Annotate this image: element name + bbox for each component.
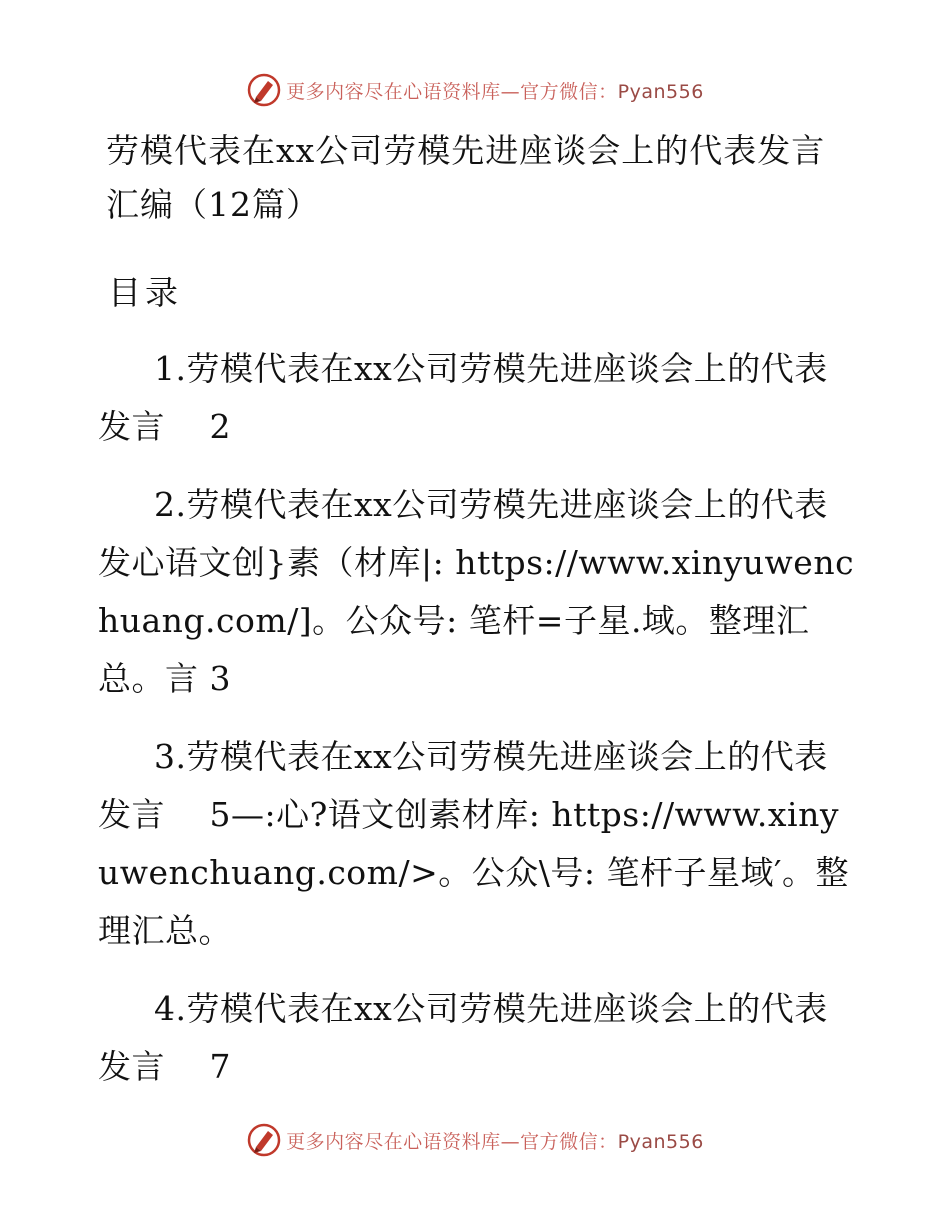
header-banner xyxy=(0,68,950,112)
document-title: 劳模代表在xx公司劳模先进座谈会上的代表发言汇编（12篇） xyxy=(106,131,826,224)
banner-text: 更多内容尽在心语资料库—官方微信： xyxy=(286,1130,618,1153)
footer-banner xyxy=(0,1118,950,1162)
toc-item-4[interactable]: 4.劳模代表在xx公司劳模先进座谈会上的代表发言 7 xyxy=(98,989,828,1086)
wechat-id: Pyan556 xyxy=(617,1130,704,1153)
toc-item-2[interactable]: 2.劳模代表在xx公司劳模先进座谈会上的代表发心语文创}素（材库|: https://www.xinyuwenchuang.com/]。公众号: 笔杆=子星.域。整理汇总。言 3 xyxy=(98,485,855,698)
document-body xyxy=(98,118,858,1096)
toc-item-3[interactable]: 3.劳模代表在xx公司劳模先进座谈会上的代表发言 5—:心?语文创素材库: https://www.xinyuwenchuang.com/>。公众\号: 笔杆子星域′。整理汇总。 xyxy=(98,737,849,950)
wechat-id: Pyan556 xyxy=(617,80,704,103)
toc-heading: 目录 xyxy=(108,273,182,312)
banner-text: 更多内容尽在心语资料库—官方微信： xyxy=(286,80,618,103)
pen-logo-icon xyxy=(246,1122,282,1158)
pen-logo-icon xyxy=(246,72,282,108)
toc-item-1[interactable]: 1.劳模代表在xx公司劳模先进座谈会上的代表发言 2 xyxy=(98,349,828,446)
